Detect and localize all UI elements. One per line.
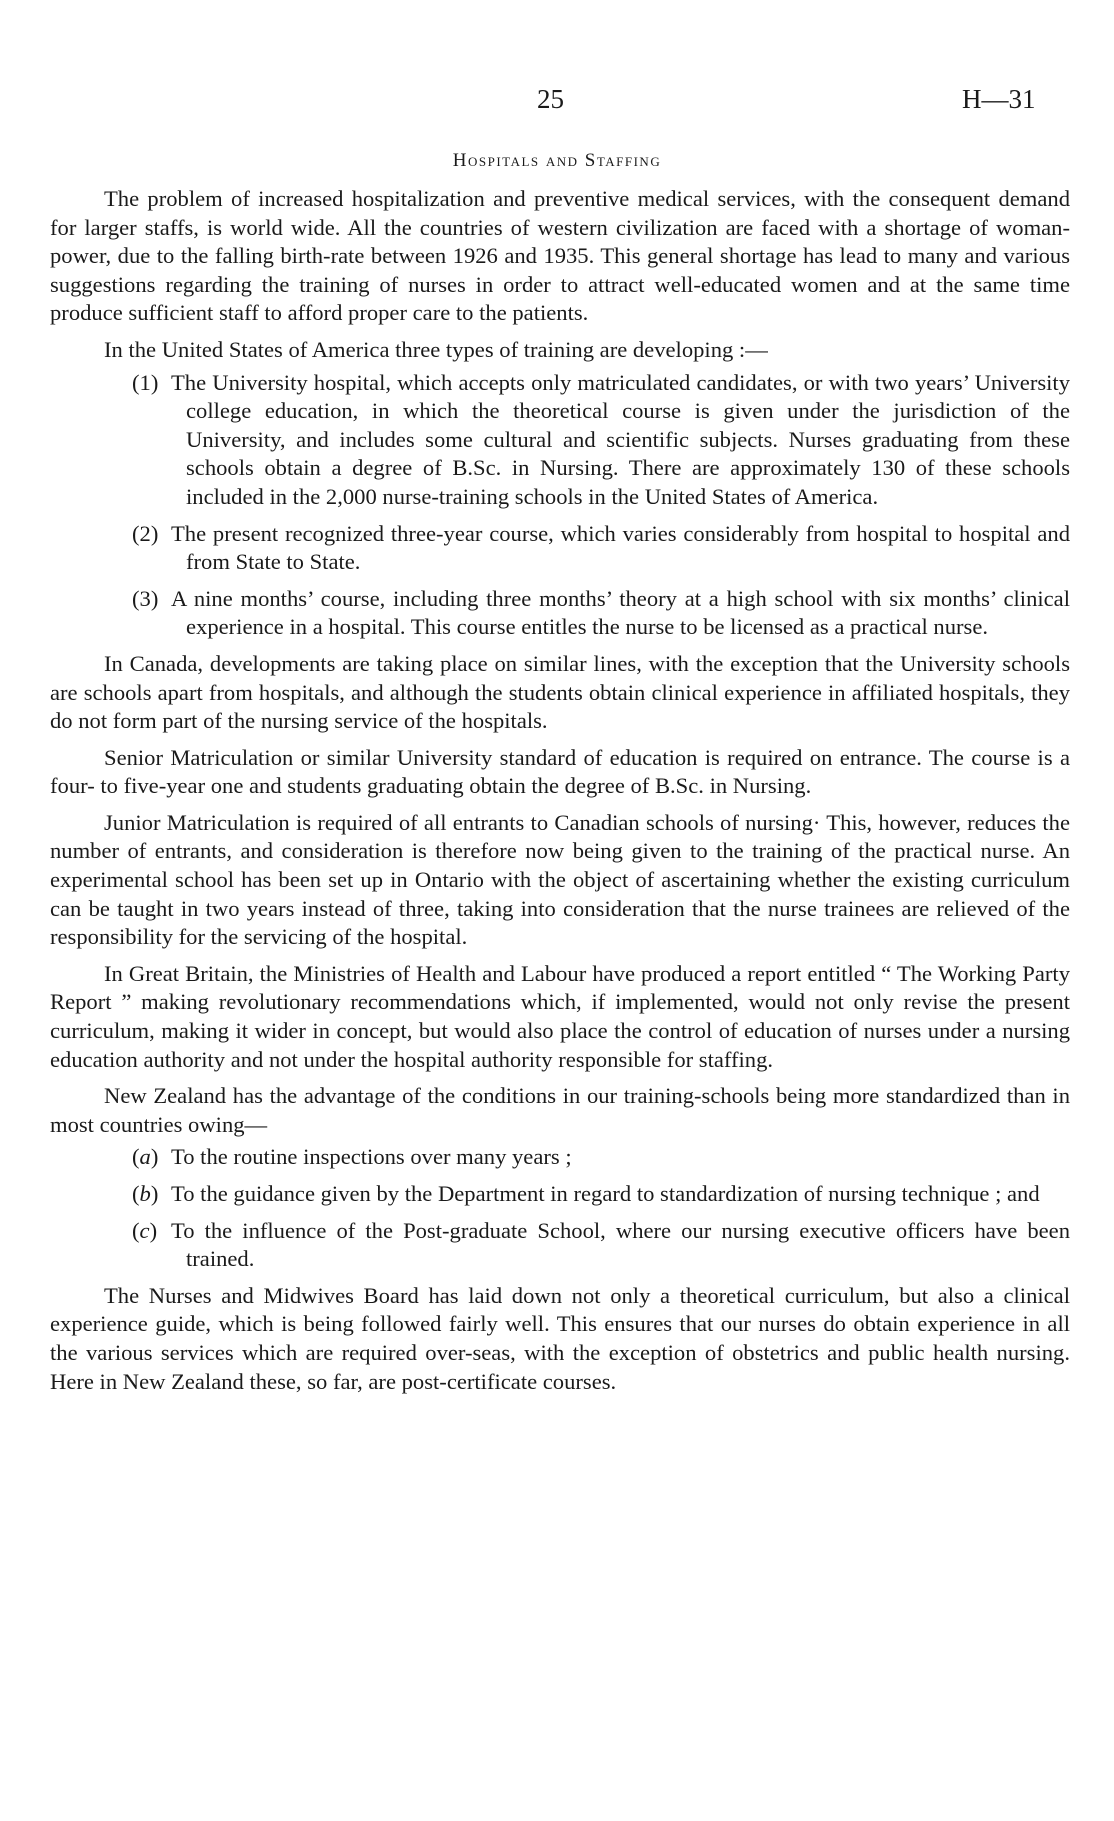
list-item-text: To the guidance given by the Department in regard to standardization of nursing technique ; and (171, 1181, 1040, 1206)
list-marker-letter: b (139, 1181, 151, 1206)
list-item-text: The University hospital, which accepts only matriculated candidates, or with two years’ University college education, in which the theoretical course is given under the jurisdiction of the University, and includes some cultural and scientific subjects. Nurses graduating from these schools obtain a degree of B.Sc. in Nursing. There are approximately 130 of these schools included in the 2,000 nurse-training schools in the United States of America. (171, 369, 1070, 509)
paragraph-senior-matriculation: Senior Matriculation or similar University standard of education is required on entrance. The course is a four- to five-year one and students graduating obtain the degree of B.Sc. in Nursing. (50, 744, 1070, 799)
list-item (50, 585, 1070, 642)
list-item (50, 520, 1070, 577)
page-number: 25 (537, 84, 564, 114)
body-text (50, 185, 1070, 1404)
list-item-text: To the routine inspections over many years ; (171, 1144, 572, 1170)
paragraph-us-training: In the United States of America three types of training are developing :— (104, 336, 768, 362)
list-item-text: To the influence of the Post-graduate School, where our nursing executive officers have been trained. (171, 1217, 1070, 1272)
list-marker: (c) (132, 1217, 158, 1243)
list-marker: (3) (132, 585, 159, 611)
paragraph-junior-matriculation: Junior Matriculation is required of all entrants to Canadian schools of nursing· This, however, reduces the number of entrants, and consideration is therefore now being given to the training of the practical nurse. An experimental school has been set up in Ontario with the object of ascertaining whether the existing curriculum can be taught in two years instead of three, taking into consideration that the nurse trainees are relieved of the responsibility for the servicing of the hospital. (50, 809, 1070, 950)
us-training-list (50, 369, 1070, 642)
list-marker-letter: c (139, 1217, 150, 1243)
paragraph-nurses-board: The Nurses and Midwives Board has laid down not only a theoretical curriculum, but also a clinical experience guide, which is being followed fairly well. This ensures that our nurses do obtain experience in all the various services which are required over-seas, with the exception of obstetrics and public health nursing. Here in New Zealand these, so far, are post-certificate courses. (50, 1282, 1070, 1394)
series-code: H—31 (962, 84, 1036, 114)
list-item (50, 1180, 1070, 1209)
list-marker-letter: a (139, 1144, 151, 1170)
list-marker: (2) (132, 520, 159, 546)
paragraph-intro: The problem of increased hospitalization and preventive medical services, with the consequent demand for larger staffs, is world wide. All the countries of western civilization are faced with a shortage of woman-power, due to the falling birth-rate between 1926 and 1935. This general shortage has lead to many and various suggestions regarding the training of nurses in order to attract well-educated women and at the same time produce sufficient staff to afford proper care to the patients. (50, 186, 1070, 326)
section-title: Hospitals and Staffing (452, 150, 662, 171)
list-item-text: A nine months’ course, including three months’ theory at a high school with six months’ clinical experience in a hospital. This course entitles the nurse to be licensed as a practical nurse. (171, 585, 1070, 640)
list-item (50, 369, 1070, 512)
list-marker: (1) (132, 369, 159, 395)
paragraph-canada: In Canada, developments are taking place on similar lines, with the exception that the University schools are schools apart from hospitals, and although the students obtain clinical experience in affiliated hospitals, they do not form part of the nursing service of the hospitals. (50, 650, 1070, 734)
list-marker: (a) (132, 1144, 159, 1170)
list-marker: (b) (132, 1181, 159, 1206)
nz-advantages-list (50, 1143, 1070, 1273)
list-item (50, 1143, 1070, 1172)
paragraph-great-britain: In Great Britain, the Ministries of Health and Labour have produced a report entitled “ The Working Party Report ” making revolutionary recommendations which, if implemented, would not only revise the present curriculum, making it wider in concept, but would also place the control of education of nurses under a nursing education authority and not under the hospital authority responsible for staffing. (50, 960, 1070, 1072)
paragraph-new-zealand: New Zealand has the advantage of the conditions in our training-schools being more standardized than in most countries owing— (50, 1083, 1070, 1137)
list-item (50, 1217, 1070, 1274)
list-item-text: The present recognized three-year course, which varies considerably from hospital to hospital and from State to State. (171, 520, 1070, 575)
